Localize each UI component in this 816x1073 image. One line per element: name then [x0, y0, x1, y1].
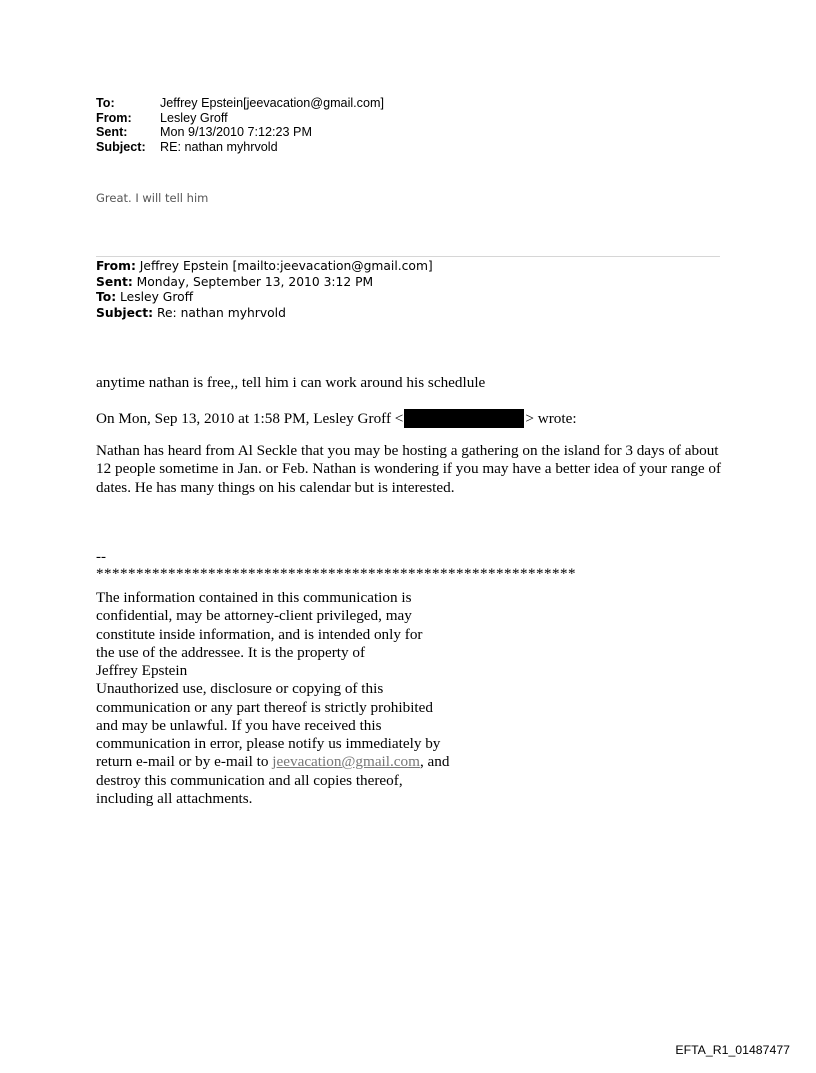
- fwd-to-row: [96, 290, 433, 306]
- disclaimer-line: communication in error, please notify us immediately by: [96, 735, 441, 752]
- fwd-sent-label: Sent:: [96, 274, 133, 289]
- disclaimer-line: and may be unlawful. If you have received this: [96, 716, 382, 734]
- redaction-bar: [404, 409, 524, 428]
- quote-prefix: On Mon, Sep 13, 2010 at 1:58 PM, Lesley Groff <: [96, 409, 404, 427]
- quote-attribution: [96, 409, 577, 428]
- disclaimer-line: The information contained in this communication is: [96, 589, 412, 606]
- fwd-to-value: Lesley Groff: [116, 290, 194, 305]
- fwd-subject-label: Subject:: [96, 305, 154, 320]
- disclaimer-line: communication or any part thereof is strictly prohibited: [96, 698, 433, 716]
- subject-label: Subject:: [96, 139, 146, 154]
- signature-dashes: --: [96, 549, 106, 565]
- fwd-sent-row: [96, 275, 433, 291]
- reply-text: Great. I will tell him: [96, 191, 209, 205]
- to-label: To:: [96, 96, 115, 110]
- header-to-row: [96, 96, 384, 111]
- from-value: Lesley Groff: [160, 110, 228, 125]
- disclaimer-link-line: [96, 753, 476, 771]
- from-label: From:: [96, 110, 132, 125]
- disclaimer-line-start: return e-mail or by e-mail to: [96, 753, 273, 771]
- disclaimer: [96, 589, 476, 808]
- sent-value: Mon 9/13/2010 7:12:23 PM: [160, 125, 312, 140]
- fwd-sent-value: Monday, September 13, 2010 3:12 PM: [132, 274, 374, 289]
- to-value: Jeffrey Epstein[jeevacation@gmail.com]: [160, 96, 384, 110]
- fwd-to-label: To:: [96, 290, 117, 305]
- document-id: EFTA_R1_01487477: [675, 1043, 790, 1057]
- header-from-row: [96, 111, 384, 126]
- disclaimer-line: including all attachments.: [96, 789, 253, 807]
- disclaimer-line: constitute inside information, and is intended only for: [96, 625, 423, 643]
- disclaimer-line: confidential, may be attorney-client privileged, may: [96, 607, 412, 625]
- subject-value: RE: nathan myhrvold: [160, 139, 278, 154]
- fwd-from-row: [96, 259, 433, 275]
- disclaimer-line-end: , and: [419, 753, 450, 771]
- divider: [96, 256, 720, 257]
- header-subject-row: [96, 140, 384, 155]
- signature-stars: ************************************************************: [96, 566, 576, 582]
- sent-label: Sent:: [96, 125, 128, 140]
- header-sent-row: [96, 125, 384, 140]
- forwarded-header: [96, 259, 433, 321]
- fwd-from-label: From:: [96, 259, 136, 273]
- quote-suffix: > wrote:: [525, 409, 577, 427]
- fwd-from-value: Jeffrey Epstein [mailto:jeevacation@gmail.com]: [135, 259, 433, 273]
- email-link[interactable]: jeevacation@gmail.com: [272, 753, 420, 771]
- email-header: [96, 96, 384, 154]
- quoted-paragraph: Nathan has heard from Al Seckle that you may be hosting a gathering on the island for 3 days of about 12 people sometime in Jan. or Feb. Nathan is wondering if you may have a better idea of your range of dates. He has many things on his calendar but is interested.: [96, 442, 722, 496]
- disclaimer-line: Unauthorized use, disclosure or copying of this: [96, 680, 384, 698]
- disclaimer-line: Jeffrey Epstein: [96, 662, 188, 679]
- fwd-subject-value: Re: nathan myhrvold: [153, 305, 286, 320]
- disclaimer-line: destroy this communication and all copies thereof,: [96, 771, 403, 789]
- fwd-subject-row: [96, 306, 433, 322]
- disclaimer-line: the use of the addressee. It is the property of: [96, 643, 366, 661]
- message-body: anytime nathan is free,, tell him i can work around his schedlule: [96, 374, 486, 391]
